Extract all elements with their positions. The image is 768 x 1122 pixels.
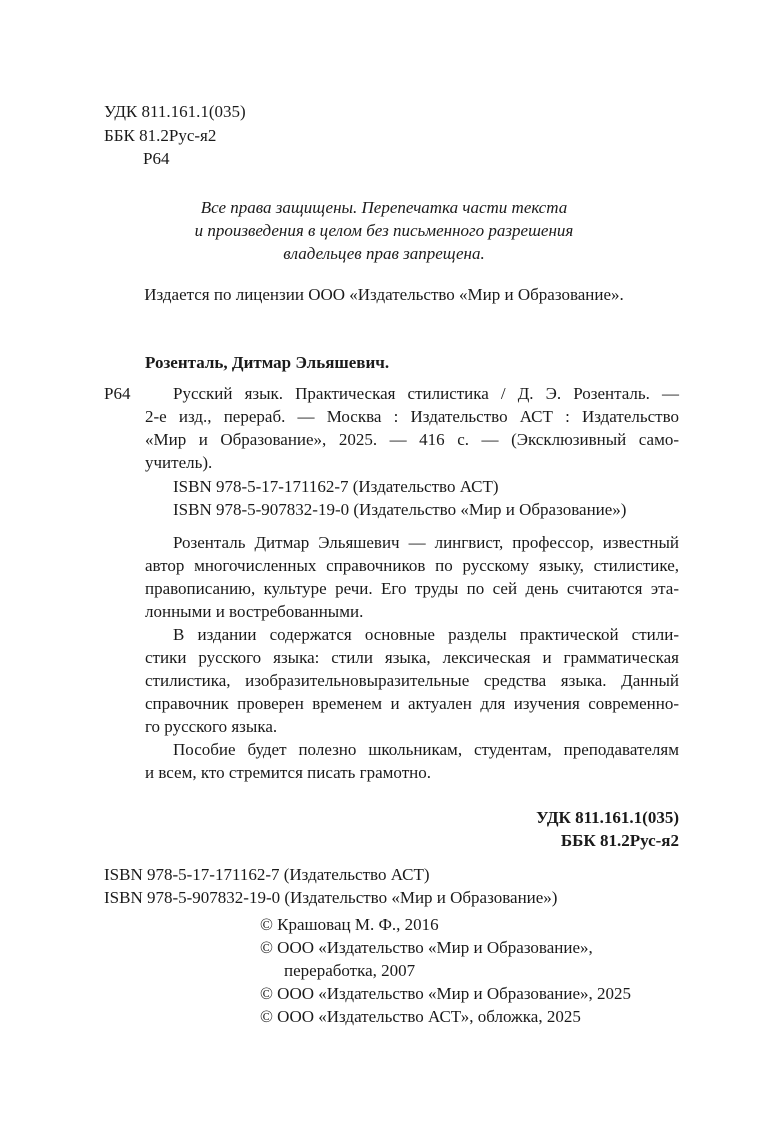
catalog-isbn-2: ISBN 978-5-907832-19-0 (Издательство «Мир и Образование») — [173, 500, 627, 519]
catalog-isbn-1: ISBN 978-5-17-171162-7 (Издательство АСТ) — [173, 477, 499, 496]
isbn-mir: ISBN 978-5-907832-19-0 (Издательство «Мир и Образование») — [104, 888, 558, 907]
annotation-p1-l1: Розенталь Дитмар Эльяшевич — лингвист, профессор, известный — [173, 533, 679, 552]
desc-line-1: Русский язык. Практическая стилистика / Д. Э. Розенталь. — — [173, 384, 679, 403]
copyright-2-cont: переработка, 2007 — [284, 961, 416, 980]
annotation-p1-l3: правописанию, культуре речи. Его труды по сей день считаются эта- — [145, 579, 679, 598]
copyright-4: © ООО «Издательство АСТ», обложка, 2025 — [260, 1007, 581, 1026]
copyright-3: © ООО «Издательство «Мир и Образование», 2025 — [260, 984, 632, 1003]
catalog-author-mark: Р64 — [104, 384, 131, 403]
author-mark: Р64 — [143, 149, 170, 168]
annotation-p3-l1: Пособие будет полезно школьникам, студентам, преподавателям — [173, 740, 679, 759]
copyright-1: © Крашовац М. Ф., 2016 — [260, 915, 439, 934]
desc-line-3: «Мир и Образование», 2025. — 416 с. — (Эксклюзивный само- — [145, 430, 679, 449]
desc-line-4: учитель). — [145, 453, 213, 472]
annotation-p2-l1: В издании содержатся основные разделы практической стили- — [173, 625, 679, 644]
copyright-2: © ООО «Издательство «Мир и Образование», — [260, 938, 593, 957]
bbk-code: ББК 81.2Рус-я2 — [104, 126, 217, 145]
annotation-p1-l2: автор многочисленных справочников по русскому языку, стилистике, — [145, 556, 679, 575]
rights-line-2: и произведения в целом без письменного разрешения — [194, 221, 574, 240]
desc-line-2: 2-е изд., перераб. — Москва : Издательство АСТ : Издательство — [145, 407, 679, 426]
bbk-code-bottom: ББК 81.2Рус-я2 — [560, 831, 679, 850]
annotation-p2-l2: стики русского языка: стили языка, лексическая и грамматическая — [145, 648, 679, 667]
annotation-p2-l3: стилистика, изобразительновыразительные средства языка. Данный — [145, 671, 679, 690]
annotation-p2-l4: справочник проверен временем и актуален для изучения современно- — [145, 694, 679, 713]
annotation-p1-l4: лонными и востребованными. — [145, 602, 364, 621]
rights-line-3: владельцев прав запрещена. — [283, 244, 485, 263]
license-note: Издается по лицензии ООО «Издательство «Мир и Образование». — [144, 285, 624, 304]
rights-line-1: Все права защищены. Перепечатка части текста — [200, 198, 568, 217]
udk-code: УДК 811.161.1(035) — [104, 102, 246, 121]
annotation-p2-l5: го русского языка. — [145, 717, 278, 736]
author-heading: Розенталь, Дитмар Эльяшевич. — [145, 353, 390, 372]
isbn-ast: ISBN 978-5-17-171162-7 (Издательство АСТ) — [104, 865, 430, 884]
udk-code-bottom: УДК 811.161.1(035) — [536, 808, 679, 827]
annotation-p3-l2: и всем, кто стремится писать грамотно. — [145, 763, 431, 782]
